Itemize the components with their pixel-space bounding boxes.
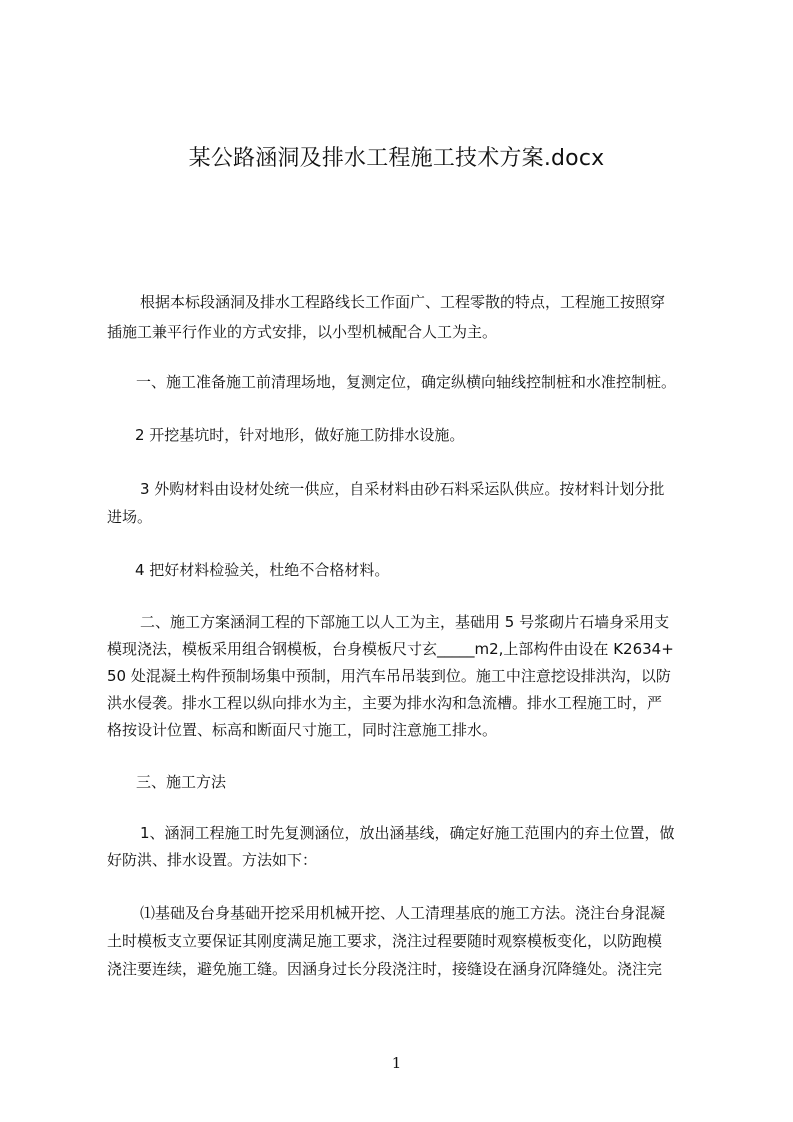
paragraph-line: 插施工兼平行作业的方式安排，以小型机械配合人工为主。	[107, 323, 498, 341]
paragraph-line: 洪水侵袭。排水工程以纵向排水为主，主要为排水沟和急流槽。排水工程施工时，严	[107, 694, 663, 712]
paragraph-line: 二、施工方案涵洞工程的下部施工以人工为主，基础用 5 号浆砌片石墙身采用支	[140, 613, 670, 631]
paragraph-line: ⑴基础及台身基础开挖采用机械开挖、人工清理基底的施工方法。浇注台身混凝	[140, 904, 666, 922]
paragraph-line: 好防洪、排水设置。方法如下：	[107, 851, 318, 869]
paragraph-line: 一、施工准备施工前清理场地，复测定位，确定纵横向轴线控制桩和水准控制桩。	[136, 373, 677, 391]
page-number: 1	[391, 1054, 402, 1072]
paragraph-line: 浇注要连续，避免施工缝。因涵身过长分段浇注时，接缝设在涵身沉降缝处。浇注完	[107, 960, 663, 978]
paragraph-line: 土时模板支立要保证其刚度满足施工要求，浇注过程要随时观察模板变化，以防跑模	[107, 932, 663, 950]
paragraph-line: 50 处混凝土构件预制场集中预制，用汽车吊吊装到位。施工中注意挖设排洪沟，以防	[107, 667, 671, 685]
paragraph-line: 格按设计位置、标高和断面尺寸施工，同时注意施工排水。	[107, 721, 498, 739]
paragraph-line: 4 把好材料检验关，杜绝不合格材料。	[135, 561, 390, 579]
paragraph-line: 3 外购材料由设材处统一供应，自采材料由砂石料采运队供应。按材料计划分批	[140, 480, 665, 498]
paragraph-line: 2 开挖基坑时，针对地形，做好施工防排水设施。	[135, 426, 465, 444]
paragraph-line: 模现浇法，模板采用组合钢模板，台身模板尺寸玄_____m2,上部构件由设在 K2634+	[107, 640, 674, 658]
paragraph-line: 根据本标段涵洞及排水工程路线长工作面广、工程零散的特点，工程施工按照穿	[140, 293, 666, 311]
paragraph-line: 进场。	[107, 508, 153, 526]
document-title: 某公路涵洞及排水工程施工技术方案.docx	[188, 146, 605, 171]
paragraph-line: 1、涵洞工程施工时先复测涵位，放出涵基线，确定好施工范围内的弃土位置，做	[140, 824, 675, 842]
section-heading: 三、施工方法	[136, 773, 227, 791]
